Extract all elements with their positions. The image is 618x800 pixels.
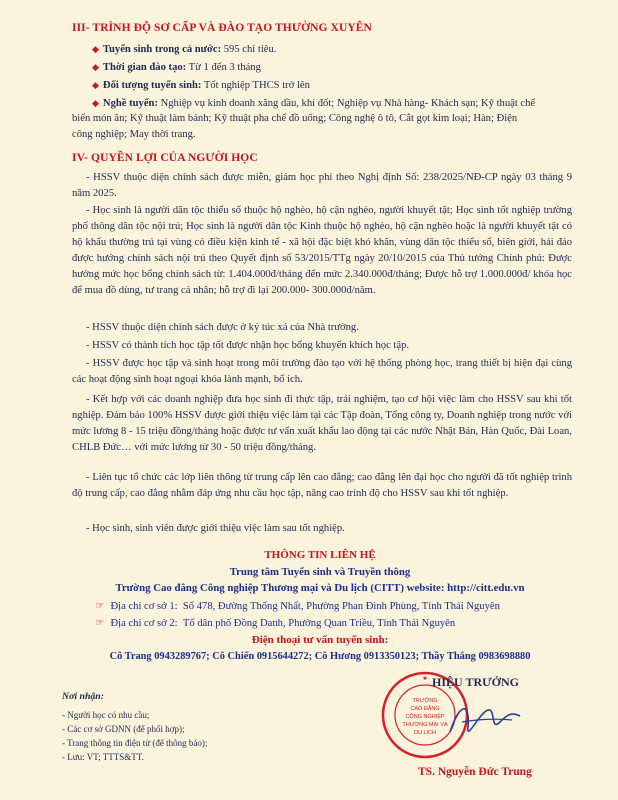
section4-title: IV- QUYỀN LỢI CỦA NGƯỜI HỌC [72,152,258,164]
benefit-paragraph: - Học sinh là người dân tộc thiểu số thuộc hộ nghèo, hộ cận nghèo, người khuyết tật; Học sinh tốt nghiệp trường phổ thông dân tộc nội trú; Học sinh là người dân tộc Kinh thuộc hộ nghèo, hộ cận nghèo hoặc là người khuyết tật có hộ khẩu thường trú tại vùng có điều kiện kinh tế - xã hội đặc biệt khó khăn, vùng dân tộc thiểu số, biên giới, hải đảo được hưởng chính sách nội trú theo Quyết định số 53/2015/TTg ngày 20/10/2015 của Thủ tướng Chính phủ: Được hưởng mức học bổng chính sách từ: 1.404.000đ/tháng đến mức 2.340.000đ/tháng; Được hỗ trợ 1.000.000đ/ khóa học để mua đồ dùng, tư trang cá nhân; hỗ trợ đi lại 200.000- 300.000đ/năm. [72,205,572,296]
handwritten-signature-icon [440,692,530,752]
pointing-hand-icon: ☞ [95,618,105,629]
svg-text:CAO ĐẲNG: CAO ĐẲNG [410,706,440,712]
diamond-bullet-icon: ◆ [92,62,99,72]
signatory-title: HIỆU TRƯỞNG [432,675,520,689]
pointing-hand-icon: ☞ [95,601,105,612]
recipient-item: - Lưu: VT; TTTS&TT. [62,752,144,762]
trades-continued-2: công nghiệp; May thời trang. [72,129,196,140]
signatory-name: TS. Nguyễn Đức Trung [418,766,532,778]
recipient-item: - Người học có nhu cầu; [62,710,150,720]
bullet-eligibility: ◆ Đối tượng tuyển sinh: Tốt nghiệp THCS trở lên [92,80,310,91]
trades-continued-1: biến món ăn; Kỹ thuật làm bánh; Kỹ thuật pha chế đồ uống; Công nghệ ô tô, Cắt gọt kim loại; Hàn; Điện [72,113,518,124]
svg-text:DU LỊCH: DU LỊCH [413,730,437,736]
recipients-title: Nơi nhận: [62,691,105,702]
phone-list: Cô Trang 0943289767; Cô Chiến 0915644272; Cô Hương 0913350123; Thầy Thắng 0983698880 [109,651,531,662]
phone-heading: Điện thoại tư vấn tuyển sinh: [251,634,389,646]
recipient-item: - Các cơ sở GDNN (để phối hợp); [62,724,185,734]
benefit-paragraph: - Liên tục tổ chức các lớp liên thông từ trung cấp lên cao đẳng; cao đẳng lên đại học cho người đã tốt nghiệp trình độ trung cấp, cao đẳng nhằm đáp ứng nhu cầu học tập, nâng cao trình độ cho HSSV sau khi tốt nghiệp. [72,472,572,499]
benefit-paragraph: - HSSV thuộc diện chính sách được miễn, giảm học phí theo Nghị định Số: 238/2025/NĐ-CP ngày 03 tháng 9 năm 2025. [72,172,572,199]
diamond-bullet-icon: ◆ [92,98,99,108]
benefit-paragraph: - HSSV thuộc diện chính sách được ở ký túc xá của Nhà trường. [86,322,359,333]
benefit-paragraph: - HSSV có thành tích học tập tốt được nhận học bổng khuyến khích học tập. [86,340,410,351]
benefit-paragraph: - Kết hợp với các doanh nghiệp đưa học sinh đi thực tập, trải nghiệm, tạo cơ hội việc làm cho HSSV sau khi tốt nghiệp. Đảm bảo 100% HSSV được giới thiệu việc làm tại các Tập đoàn, Tổng công ty, Doanh nghiệp trong nước với mức lương 8 - 15 triệu đồng/tháng hoặc được tư vấn xuất khẩu lao động tại các nước Nhật Bản, Hàn Quốc, Đài Loan, CHLB Đức… với mức lương từ 30 - 50 triệu đồng/tháng. [72,394,572,453]
diamond-bullet-icon: ◆ [92,80,99,90]
bullet-trades: ◆ Nghề tuyển: Nghiệp vụ kinh doanh xăng dầu, khí đốt; Nghiệp vụ Nhà hàng- Khách sạn; Kỹ thuật chế [92,98,536,109]
address-campus-1: ☞ Địa chỉ cơ sở 1: Số 478, Đường Thống Nhất, Phường Phan Đình Phùng, Tỉnh Thái Nguyên [95,601,500,612]
address-campus-2: ☞ Địa chỉ cơ sở 2: Tổ dân phố Đồng Danh, Phường Quan Triều, Tỉnh Thái Nguyên [95,618,456,629]
benefit-paragraph: - Học sinh, sinh viên được giới thiệu việc làm sau tốt nghiệp. [86,523,345,534]
svg-text:CÔNG NGHIỆP: CÔNG NGHIỆP [405,714,445,720]
svg-text:TRƯỜNG: TRƯỜNG [412,698,438,704]
bullet-quota: ◆ Tuyển sinh trong cả nước: 595 chỉ tiêu. [92,44,277,55]
section3-title: III- TRÌNH ĐỘ SƠ CẤP VÀ ĐÀO TẠO THƯỜNG XUYÊN [72,22,372,34]
benefit-paragraph: - HSSV được học tập và sinh hoạt trong môi trường đào tạo với hệ thống phòng học, trang thiết bị hiện đại cùng các hoạt động sinh hoạt ngoại khóa lành mạnh, bổ ích. [72,358,572,385]
svg-text:✱: ✱ [422,676,428,682]
svg-text:THƯƠNG MẠI VÀ: THƯƠNG MẠI VÀ [402,722,448,728]
bullet-duration: ◆ Thời gian đào tạo: Từ 1 đến 3 tháng [92,62,261,73]
recipients-block [62,690,207,764]
school-and-website: Trường Cao đẳng Công nghiệp Thương mại và Du lịch (CITT) website: http://citt.edu.vn [115,582,525,594]
diamond-bullet-icon: ◆ [92,44,99,54]
recipient-item: - Trang thông tin điện tử (để thông báo); [62,738,208,748]
contact-center-name: Trung tâm Tuyển sinh và Truyền thông [229,566,411,578]
contact-heading: THÔNG TIN LIÊN HỆ [264,549,376,561]
